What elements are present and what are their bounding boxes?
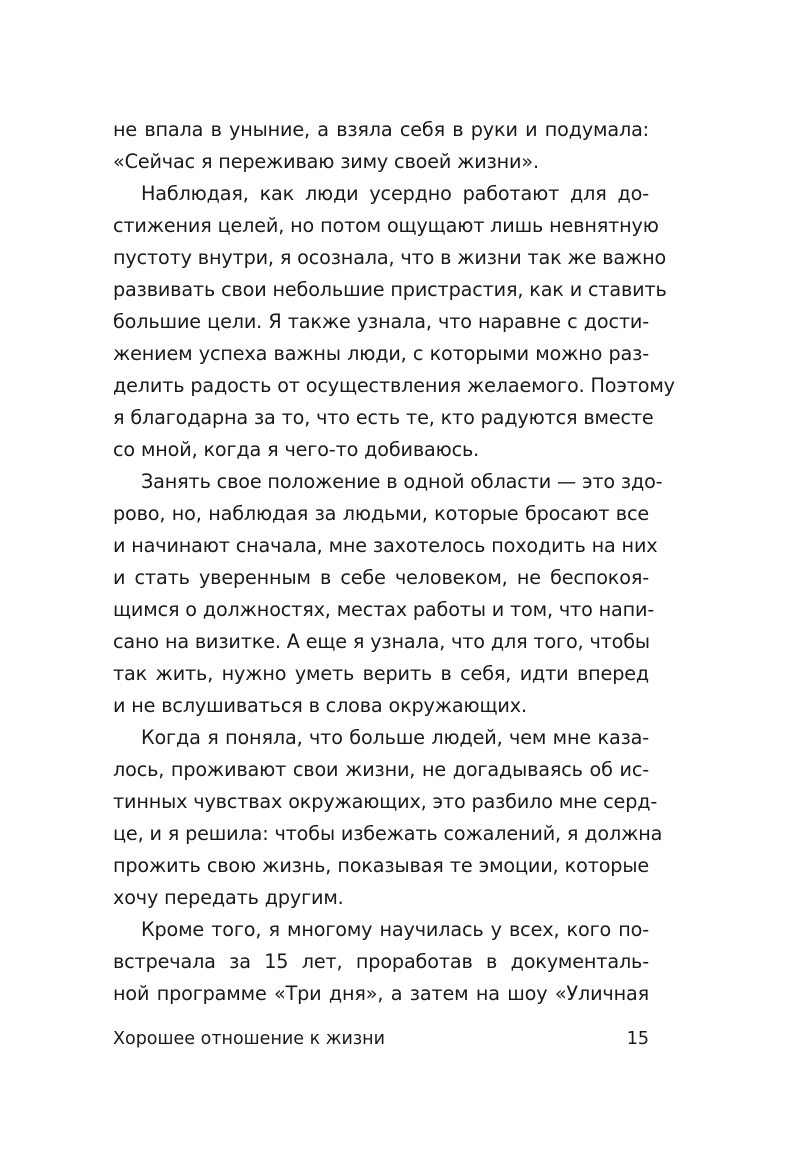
text-line: рово, но, наблюдая за людьми, которые бросают все <box>113 502 649 525</box>
text-line: большие цели. Я также узнала, что наравне с дости- <box>113 310 649 333</box>
running-footer-title: Хорошее отношение к жизни <box>113 1029 385 1049</box>
text-line: ной программе «Три дня», а затем на шоу «Уличная <box>113 982 649 1005</box>
text-line: так жить, нужно уметь верить в себя, идти вперед <box>113 662 649 685</box>
text-line: развивать свои небольшие пристрастия, как и ставить <box>113 278 667 301</box>
text-line: Занять свое положение в одной области — это здо- <box>141 470 663 493</box>
text-line: я благодарна за то, что есть те, кто радуются вместе <box>113 406 654 429</box>
text-line: и начинают сначала, мне захотелось походить на них <box>113 534 658 557</box>
text-line: стижения целей, но потом ощущают лишь невнятную <box>113 214 659 237</box>
text-line: «Сейчас я переживаю зиму своей жизни». <box>113 150 539 173</box>
text-line: хочу передать другим. <box>113 886 344 909</box>
text-line: лось, проживают свои жизни, не догадываясь об ис- <box>113 758 649 781</box>
text-line: делить радость от осуществления желаемого. Поэтому <box>113 374 675 397</box>
text-line: и не вслушиваться в слова окружающих. <box>113 694 527 717</box>
text-line: сано на визитке. А еще я узнала, что для того, чтобы <box>113 630 650 653</box>
text-line: щимся о должностях, местах работы и том, что напи- <box>113 598 655 621</box>
text-line: тинных чувствах окружающих, это разбило мне серд- <box>113 790 658 813</box>
text-line: Когда я поняла, что больше людей, чем мне каза- <box>141 726 649 749</box>
text-line: и стать уверенным в себе человеком, не беспокоя- <box>113 566 649 589</box>
text-line: Кроме того, я многому научилась у всех, кого по- <box>141 918 649 941</box>
text-line: прожить свою жизнь, показывая те эмоции, которые <box>113 854 649 877</box>
text-line: жением успеха важны люди, с которыми можно раз- <box>113 342 649 365</box>
page-number: 15 <box>626 1029 649 1049</box>
text-line: не впала в уныние, а взяла себя в руки и подумала: <box>113 118 649 141</box>
text-line: пустоту внутри, я осознала, что в жизни так же важно <box>113 246 667 269</box>
text-line: це, и я решила: чтобы избежать сожалений, я должна <box>113 822 663 845</box>
text-line: встречала за 15 лет, проработав в документаль- <box>113 950 649 973</box>
text-line: со мной, когда я чего-то добиваюсь. <box>113 438 480 461</box>
text-line: Наблюдая, как люди усердно работают для до- <box>141 182 649 205</box>
